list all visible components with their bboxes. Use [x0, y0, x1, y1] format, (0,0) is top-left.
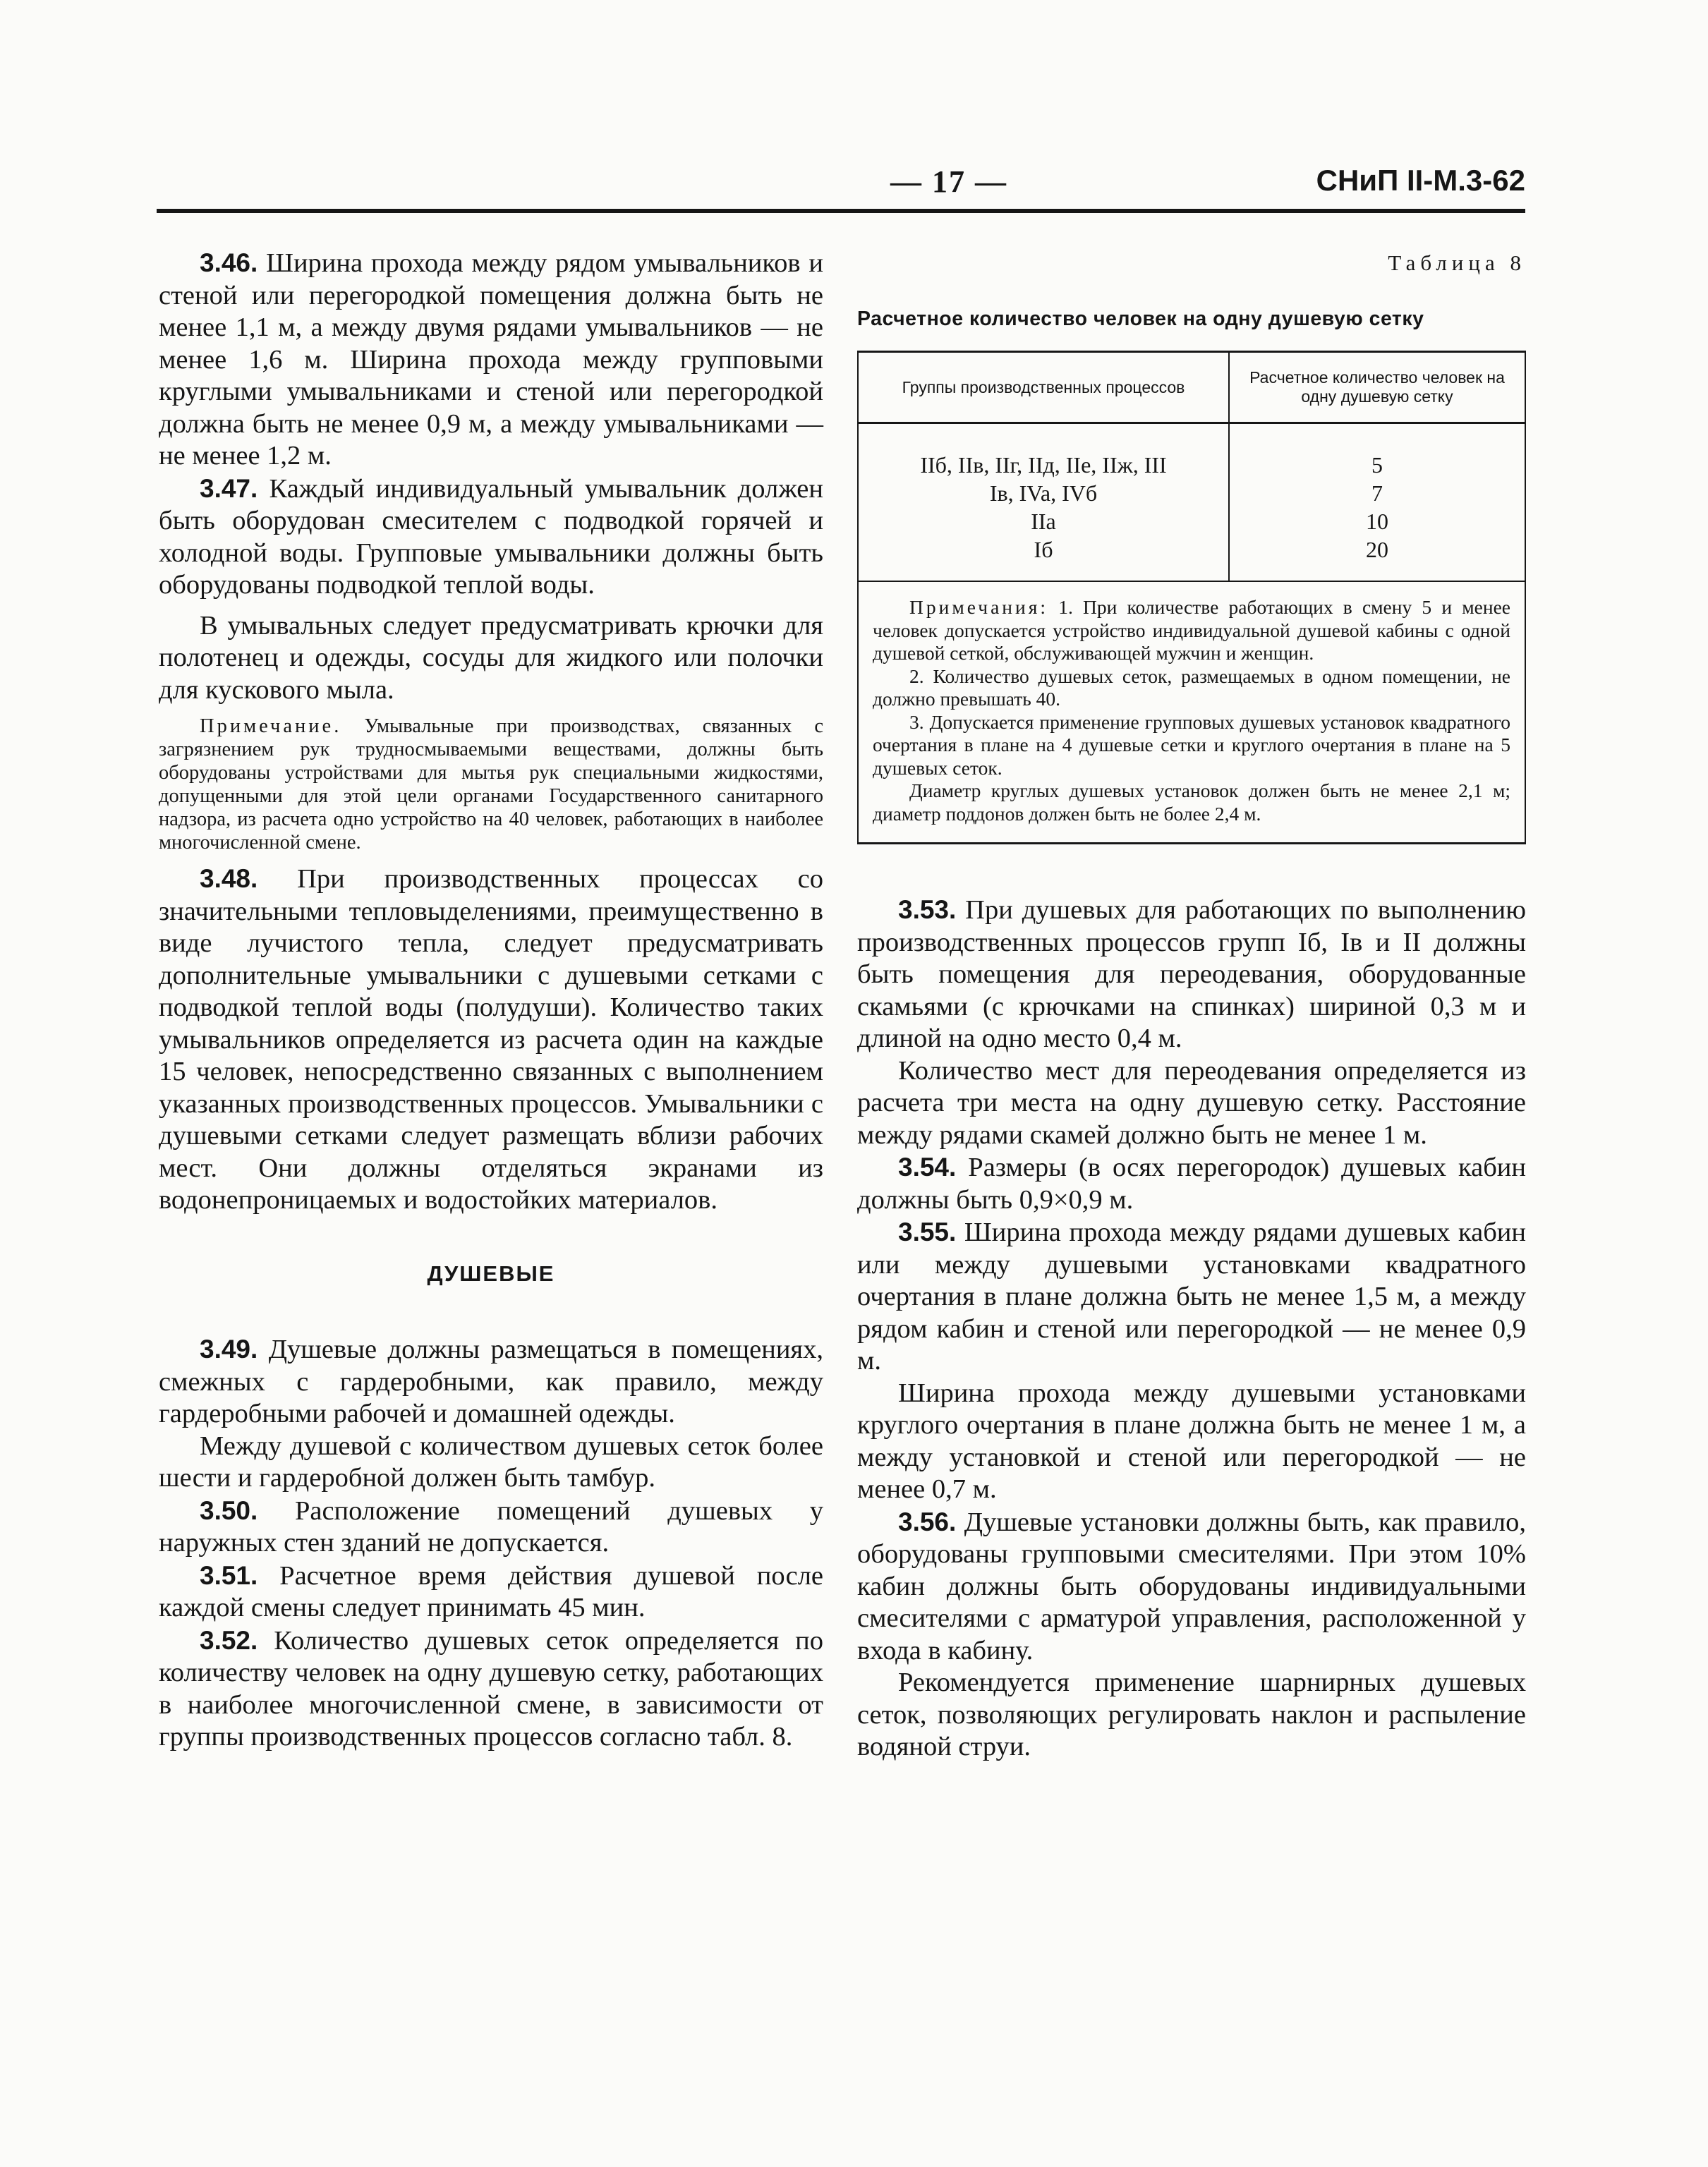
paragraph-3-48 [159, 863, 823, 1217]
clause-number: 3.54. [898, 1153, 957, 1182]
table-note-4: Диаметр круглых душевых установок должен быть не менее 2,1 м; диаметр поддонов должен быть не более 2,4 м. [873, 779, 1510, 825]
note-text: 1. При количестве работающих в смену 5 и менее человек допускается устройство индивидуальной душевой кабины с одной душевой сеткой, обслуживающей мужчин и женщин. [873, 596, 1510, 664]
clause-number: 3.52. [200, 1625, 258, 1655]
table-title: Расчетное количество человек на одну душевую сетку [857, 307, 1424, 330]
paragraph-3-47 [159, 473, 823, 602]
paragraph-text: Размеры (в осях перегородок) душевых кабин должны быть 0,9×0,9 м. [857, 1153, 1526, 1215]
clause-number: 3.51. [200, 1560, 258, 1590]
clause-number: 3.47. [200, 473, 258, 503]
paragraph-3-51 [159, 1560, 823, 1625]
clause-number: 3.55. [898, 1218, 957, 1246]
notes-label: Примечания: [909, 596, 1049, 618]
table-row [859, 507, 1525, 535]
paragraph-3-56-cont: Рекомендуется применение шарнирных душевых сеток, позволяющих регулировать наклон и распыление водяной струи. [857, 1668, 1526, 1761]
paragraph-text: Расчетное время действия душевой после каждой смены следует принимать 45 мин. [159, 1560, 823, 1622]
table-8 [857, 351, 1526, 844]
paragraph-3-55-cont: Ширина прохода между душевыми установками круглого очертания в плане должна быть не менее 1 м, а между установкой и стеной или перегородкой — не менее 0,7 м. [857, 1378, 1526, 1504]
table-cell-value: 10 [1366, 509, 1388, 534]
table-caption: Таблица 8 [1388, 250, 1526, 275]
note-label: Примечание. [200, 715, 342, 737]
clause-number: 3.56. [898, 1507, 957, 1536]
note-text: Умывальные при производствах, связанных с загрязнением рук трудносмываемыми веществами, должны быть оборудованы устройствами для мытья рук специальными жидкостями, допущенными для этой цели органами Государственного санитарного надзора, из расчета одно устройство на 40 человек, работающих в наиболее многочисленной смене. [159, 715, 823, 854]
table-cell-group: IIб, IIв, IIг, IIд, IIе, IIж, III [859, 423, 1229, 480]
paragraph-3-53-cont: Количество мест для переодевания определяется из расчета три места на одну душевую сетку. Расстояние между рядами скамей должно быть не менее 1 м. [857, 1055, 1526, 1150]
paragraph-text: При душевых для работающих по выполнению производственных процессов групп Iб, Iв и II должны быть помещения для переодевания, оборудованные скамьями (с крючками на спинках) шириной 0,3 м и длиной на одно место 0,4 м. [857, 895, 1526, 1053]
table-cell-value: 5 [1371, 452, 1383, 478]
paragraph-3-55 [857, 1216, 1526, 1378]
table-note-2: 2. Количество душевых сеток, размещаемых в одном помещении, не должно превышать 40. [873, 664, 1510, 710]
note-paragraph [159, 715, 823, 854]
table-row [859, 535, 1525, 581]
right-column [857, 247, 1526, 1764]
clause-number: 3.49. [200, 1335, 258, 1364]
table-cell-value: 7 [1371, 480, 1383, 506]
table-note-3: 3. Допускается применение групповых душевых установок квадратного очертания в плане на 4 душевые сетки и круглого очертания в плане на 5 душевых сеток. [873, 710, 1510, 779]
paragraph-text: При производственных процессах со значительными тепловыделениями, преимущественно в виде лучистого тепла, следует предусматривать дополнительные умывальники с душевыми сетками с подводкой теплой воды (полудуши). Количество таких умывальников определяется из расчета один на каждые 15 человек, непосредственно связанных с выполнением указанных производственных процессов. Умывальники с душевыми сетками следует размещать вблизи рабочих мест. Они должны отделяться экранами из водонепроницаемых и водостойких материалов. [159, 864, 823, 1215]
paragraph-text: Душевые установки должны быть, как правило, оборудованы групповыми смесителями. При этом 10% кабин должны быть оборудованы индивидуальными смесителями с арматурой управления, расположенной у входа в кабину. [857, 1507, 1527, 1665]
table-cell-group: Iб [859, 535, 1229, 581]
paragraph-text: Ширина прохода между рядом умывальников и стеной или перегородкой помещения должна быть не менее 1,1 м, а между двумя рядами умывальников — не менее 1,6 м. Ширина прохода между групповыми круглыми умывальниками и стеной или перегородкой должна быть не менее 0,9 м, а между умывальниками — не менее 1,2 м. [159, 248, 823, 471]
paragraph-3-49-cont: Между душевой с количеством душевых сеток более шести и гардеробной должен быть тамбур. [159, 1431, 823, 1493]
paragraph-3-53 [857, 894, 1526, 1055]
page-header [157, 164, 1525, 206]
paragraph-text: Количество душевых сеток определяется по количеству человек на одну душевую сетку, работающих в наиболее многочисленной смене, в зависимости от группы производственных процессов согласно табл. 8. [159, 1625, 823, 1752]
clause-number: 3.46. [200, 248, 258, 277]
section-title: ДУШЕВЫЕ [427, 1261, 555, 1286]
paragraph-text: Каждый индивидуальный умывальник должен быть оборудован смесителем с подводкой горячей и холодной воды. Групповые умывальники должны быть оборудованы подводкой теплой воды. [159, 473, 823, 600]
left-column [159, 247, 823, 1754]
paragraph-text: Ширина прохода между рядами душевых кабин или между душевыми установками квадратного очертания в плане должна быть не менее 1,5 м, а между рядом кабин и стеной или перегородкой — не менее 0,9 м. [857, 1218, 1526, 1376]
paragraph-text: Расположение помещений душевых у наружных стен зданий не допускается. [159, 1495, 823, 1558]
clause-number: 3.53. [898, 895, 957, 924]
table-cell-group: Iв, IVa, IVб [859, 479, 1229, 507]
table-notes [859, 581, 1525, 842]
table-row [859, 423, 1525, 480]
paragraph-3-56 [857, 1506, 1526, 1668]
paragraph-3-46 [159, 247, 823, 473]
table-cell-value: 20 [1366, 537, 1388, 562]
table-note-1 [873, 596, 1510, 665]
table-cell-group: IIа [859, 507, 1229, 535]
paragraph-3-47-cont: В умывальных следует предусматривать крючки для полотенец и одежды, сосуды для жидкого или полочки для кускового мыла. [159, 610, 823, 705]
col-header-persons: Расчетное количество человек на одну душевую сетку [1229, 353, 1525, 423]
table-row [859, 479, 1525, 507]
paragraph-text: Душевые должны размещаться в помещениях, смежных с гардеробными, как правило, между гардеробными рабочей и домашней одежды. [159, 1335, 824, 1428]
page-number: — 17 — [890, 164, 1007, 199]
paragraph-3-50 [159, 1495, 823, 1560]
paragraph-3-52 [159, 1625, 823, 1754]
paragraph-3-49 [159, 1333, 823, 1431]
header-rule [157, 209, 1525, 213]
table-header-row [859, 353, 1525, 423]
clause-number: 3.48. [200, 864, 258, 893]
document-code: СНиП II-М.3-62 [1316, 164, 1525, 197]
clause-number: 3.50. [200, 1495, 258, 1525]
col-header-groups: Группы производственных процессов [859, 353, 1229, 423]
paragraph-3-54 [857, 1151, 1526, 1216]
